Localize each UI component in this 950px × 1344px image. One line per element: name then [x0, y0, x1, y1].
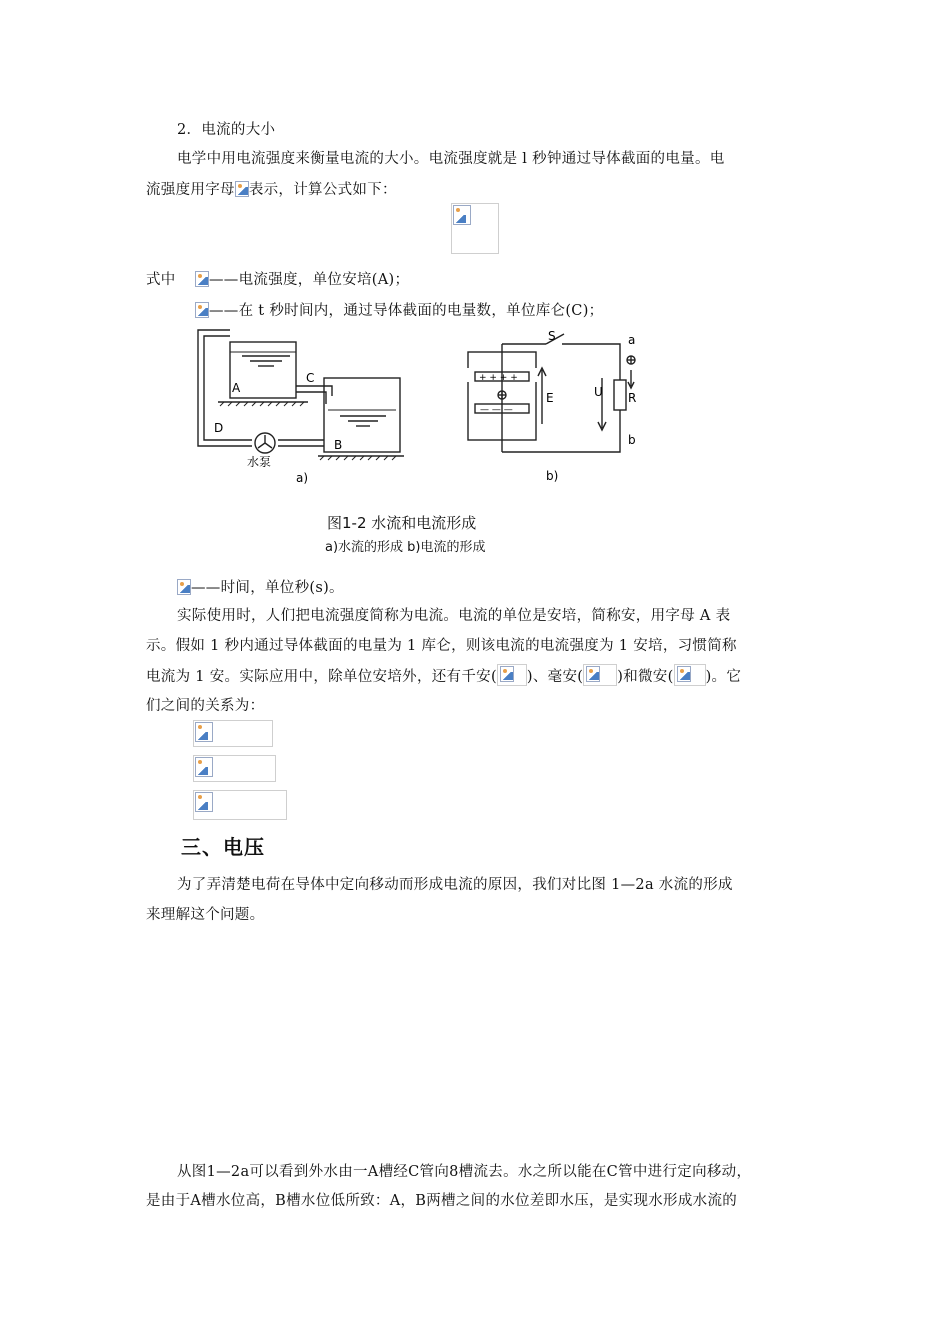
label-tank-b: B: [334, 438, 343, 452]
sub-heading: 2．电流的大小: [177, 122, 276, 138]
paragraph-line: 实际使用时，人们把电流强度简称为电流。电流的单位是安培，简称安，用字母 A 表: [177, 608, 731, 624]
paragraph-line: 为了弄清楚电荷在导体中定向移动而形成电流的原因，我们对比图 1—2a 水流的形成: [177, 877, 733, 893]
paragraph-line: 们之间的关系为：: [146, 698, 265, 714]
broken-image-icon: [177, 579, 191, 595]
paragraph-line: 是由于A槽水位高，B槽水位低所致：A，B两槽之间的水位差即水压，是实现水形成水流的: [146, 1193, 738, 1209]
broken-image-icon: [195, 722, 213, 742]
label-plate-minus: — — —: [480, 405, 513, 415]
label-tank-a: A: [232, 381, 241, 395]
paragraph-line: 来理解这个问题。: [146, 907, 265, 923]
paragraph-line: 从图1—2a可以看到外水由一A槽经C管向8槽流去。水之所以能在C管中进行定向移动，: [177, 1164, 752, 1180]
broken-image-icon: [195, 757, 213, 777]
paragraph-line: 电学中用电流强度来衡量电流的大小。电流强度就是 l 秒钟通过导体截面的电量。电: [177, 151, 725, 167]
paragraph-text: 流强度用字母: [146, 182, 235, 198]
relation-image: [193, 755, 276, 782]
label-pipe-c: C: [306, 371, 315, 385]
paragraph-text: )、毫安(: [526, 669, 584, 685]
unit-image-ma: [583, 664, 617, 686]
definition-line: [195, 268, 409, 289]
label-voltage-u: U: [594, 385, 603, 399]
paragraph-text: )。它: [705, 669, 742, 685]
paragraph-text: 电流为 1 安。实际应用中，除单位安培外，还有千安(: [146, 669, 497, 685]
label-panel-b: b): [546, 469, 559, 483]
paragraph-text: )和微安(: [617, 669, 674, 685]
broken-image-icon: [586, 666, 600, 682]
broken-image-icon: [235, 181, 249, 197]
label-switch-s: S: [548, 329, 556, 343]
where-label: 式中: [146, 272, 176, 288]
definition-text: ——电流强度，单位安培(A)；: [209, 272, 410, 288]
paragraph-line: 示。假如 1 秒内通过导体截面的电量为 1 库仑，则该电流的电流强度为 1 安培，习惯简称: [146, 638, 737, 654]
broken-image-icon: [195, 271, 209, 287]
paragraph-line: [146, 664, 741, 686]
label-plate-plus: + + + +: [479, 373, 518, 383]
paragraph-text: 表示，计算公式如下：: [248, 182, 397, 198]
definition-line: [146, 268, 176, 289]
relation-image: [193, 790, 287, 820]
figure-title: 图1-2 水流和电流形成: [327, 514, 477, 532]
label-pipe-d: D: [214, 421, 224, 435]
broken-image-icon: [453, 205, 471, 225]
label-pump: 水泵: [247, 455, 272, 469]
label-panel-a: a): [296, 471, 309, 485]
broken-image-icon: [195, 792, 213, 812]
label-resistor-r: R: [628, 391, 637, 405]
figure-subtitle: a)水流的形成 b)电流的形成: [325, 540, 486, 555]
broken-image-icon: [195, 302, 209, 318]
definition-text: ——在 t 秒时间内，通过导体截面的电量数，单位库仑(C)；: [209, 303, 604, 319]
formula-image: [451, 203, 499, 254]
section-heading: 三、电压: [181, 835, 265, 859]
definition-line: [195, 299, 603, 320]
unit-image-ua: [674, 664, 706, 686]
definition-line: [177, 576, 344, 597]
figure-water-current: [190, 322, 650, 522]
label-field-e: E: [546, 391, 554, 405]
broken-image-icon: [677, 666, 691, 682]
paragraph-line: [146, 178, 397, 199]
label-node-a: a: [628, 333, 636, 347]
broken-image-icon: [500, 666, 514, 682]
definition-text: ——时间，单位秒(s)。: [191, 580, 344, 596]
relation-image: [193, 720, 273, 747]
unit-image-ka: [497, 664, 527, 686]
label-node-b: b: [628, 433, 636, 447]
